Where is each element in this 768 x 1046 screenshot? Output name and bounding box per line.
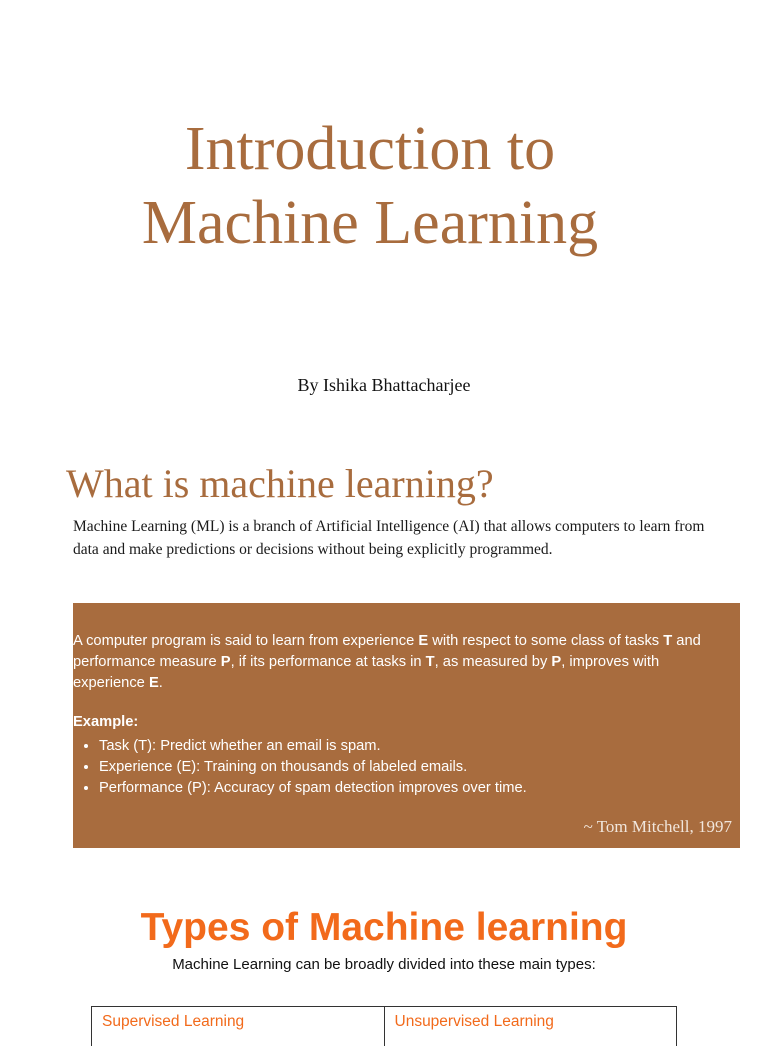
types-table xyxy=(91,1006,677,1046)
definition-run: . xyxy=(158,675,163,691)
definition-callout xyxy=(73,603,740,848)
example-list xyxy=(73,736,527,799)
example-label: Example: xyxy=(73,714,139,730)
table-header-supervised: Supervised Learning xyxy=(102,1013,245,1030)
example-item-experience: • Experience (E): Training on thousands of labeled emails. xyxy=(99,757,527,778)
definition-run: , as measured by xyxy=(434,654,552,670)
intro-paragraph: Machine Learning (ML) is a branch of Artificial Intelligence (AI) that allows computers to learn from data and make predictions or decisions without being explicitly programmed. xyxy=(73,518,705,558)
definition-run: , improves with experience xyxy=(73,654,660,691)
document-title-line-2: Machine Learning xyxy=(141,189,599,257)
document-title-line-1: Introduction to xyxy=(184,115,556,183)
citation: ~ Tom Mitchell, 1997 xyxy=(583,817,732,836)
definition-variable: T xyxy=(425,654,435,670)
definition-run: with respect to some class of tasks xyxy=(428,633,664,649)
document-title xyxy=(0,112,740,260)
section-heading-types: Types of Machine learning xyxy=(140,906,628,949)
example-item-performance: • Performance (P): Accuracy of spam detection improves over time. xyxy=(99,778,527,799)
definition-variable: E xyxy=(418,633,429,649)
types-subtitle: Machine Learning can be broadly divided into these main types: xyxy=(172,956,596,973)
section-heading-what-is-ml: What is machine learning? xyxy=(66,461,494,506)
definition-variable: P xyxy=(220,654,231,670)
table-header-unsupervised: Unsupervised Learning xyxy=(384,1007,677,1046)
example-item-task: • Task (T): Predict whether an email is spam. xyxy=(99,736,527,757)
definition-run: , if its performance at tasks in xyxy=(230,654,426,670)
definition-variable: T xyxy=(663,633,673,649)
definition-variable: E xyxy=(148,675,159,691)
definition-variable: P xyxy=(551,654,562,670)
definition-text xyxy=(73,631,735,694)
definition-run: A computer program is said to learn from experience xyxy=(73,633,419,649)
author-byline: By Ishika Bhattacharjee xyxy=(297,375,471,395)
definition-run: and performance measure xyxy=(73,633,701,670)
